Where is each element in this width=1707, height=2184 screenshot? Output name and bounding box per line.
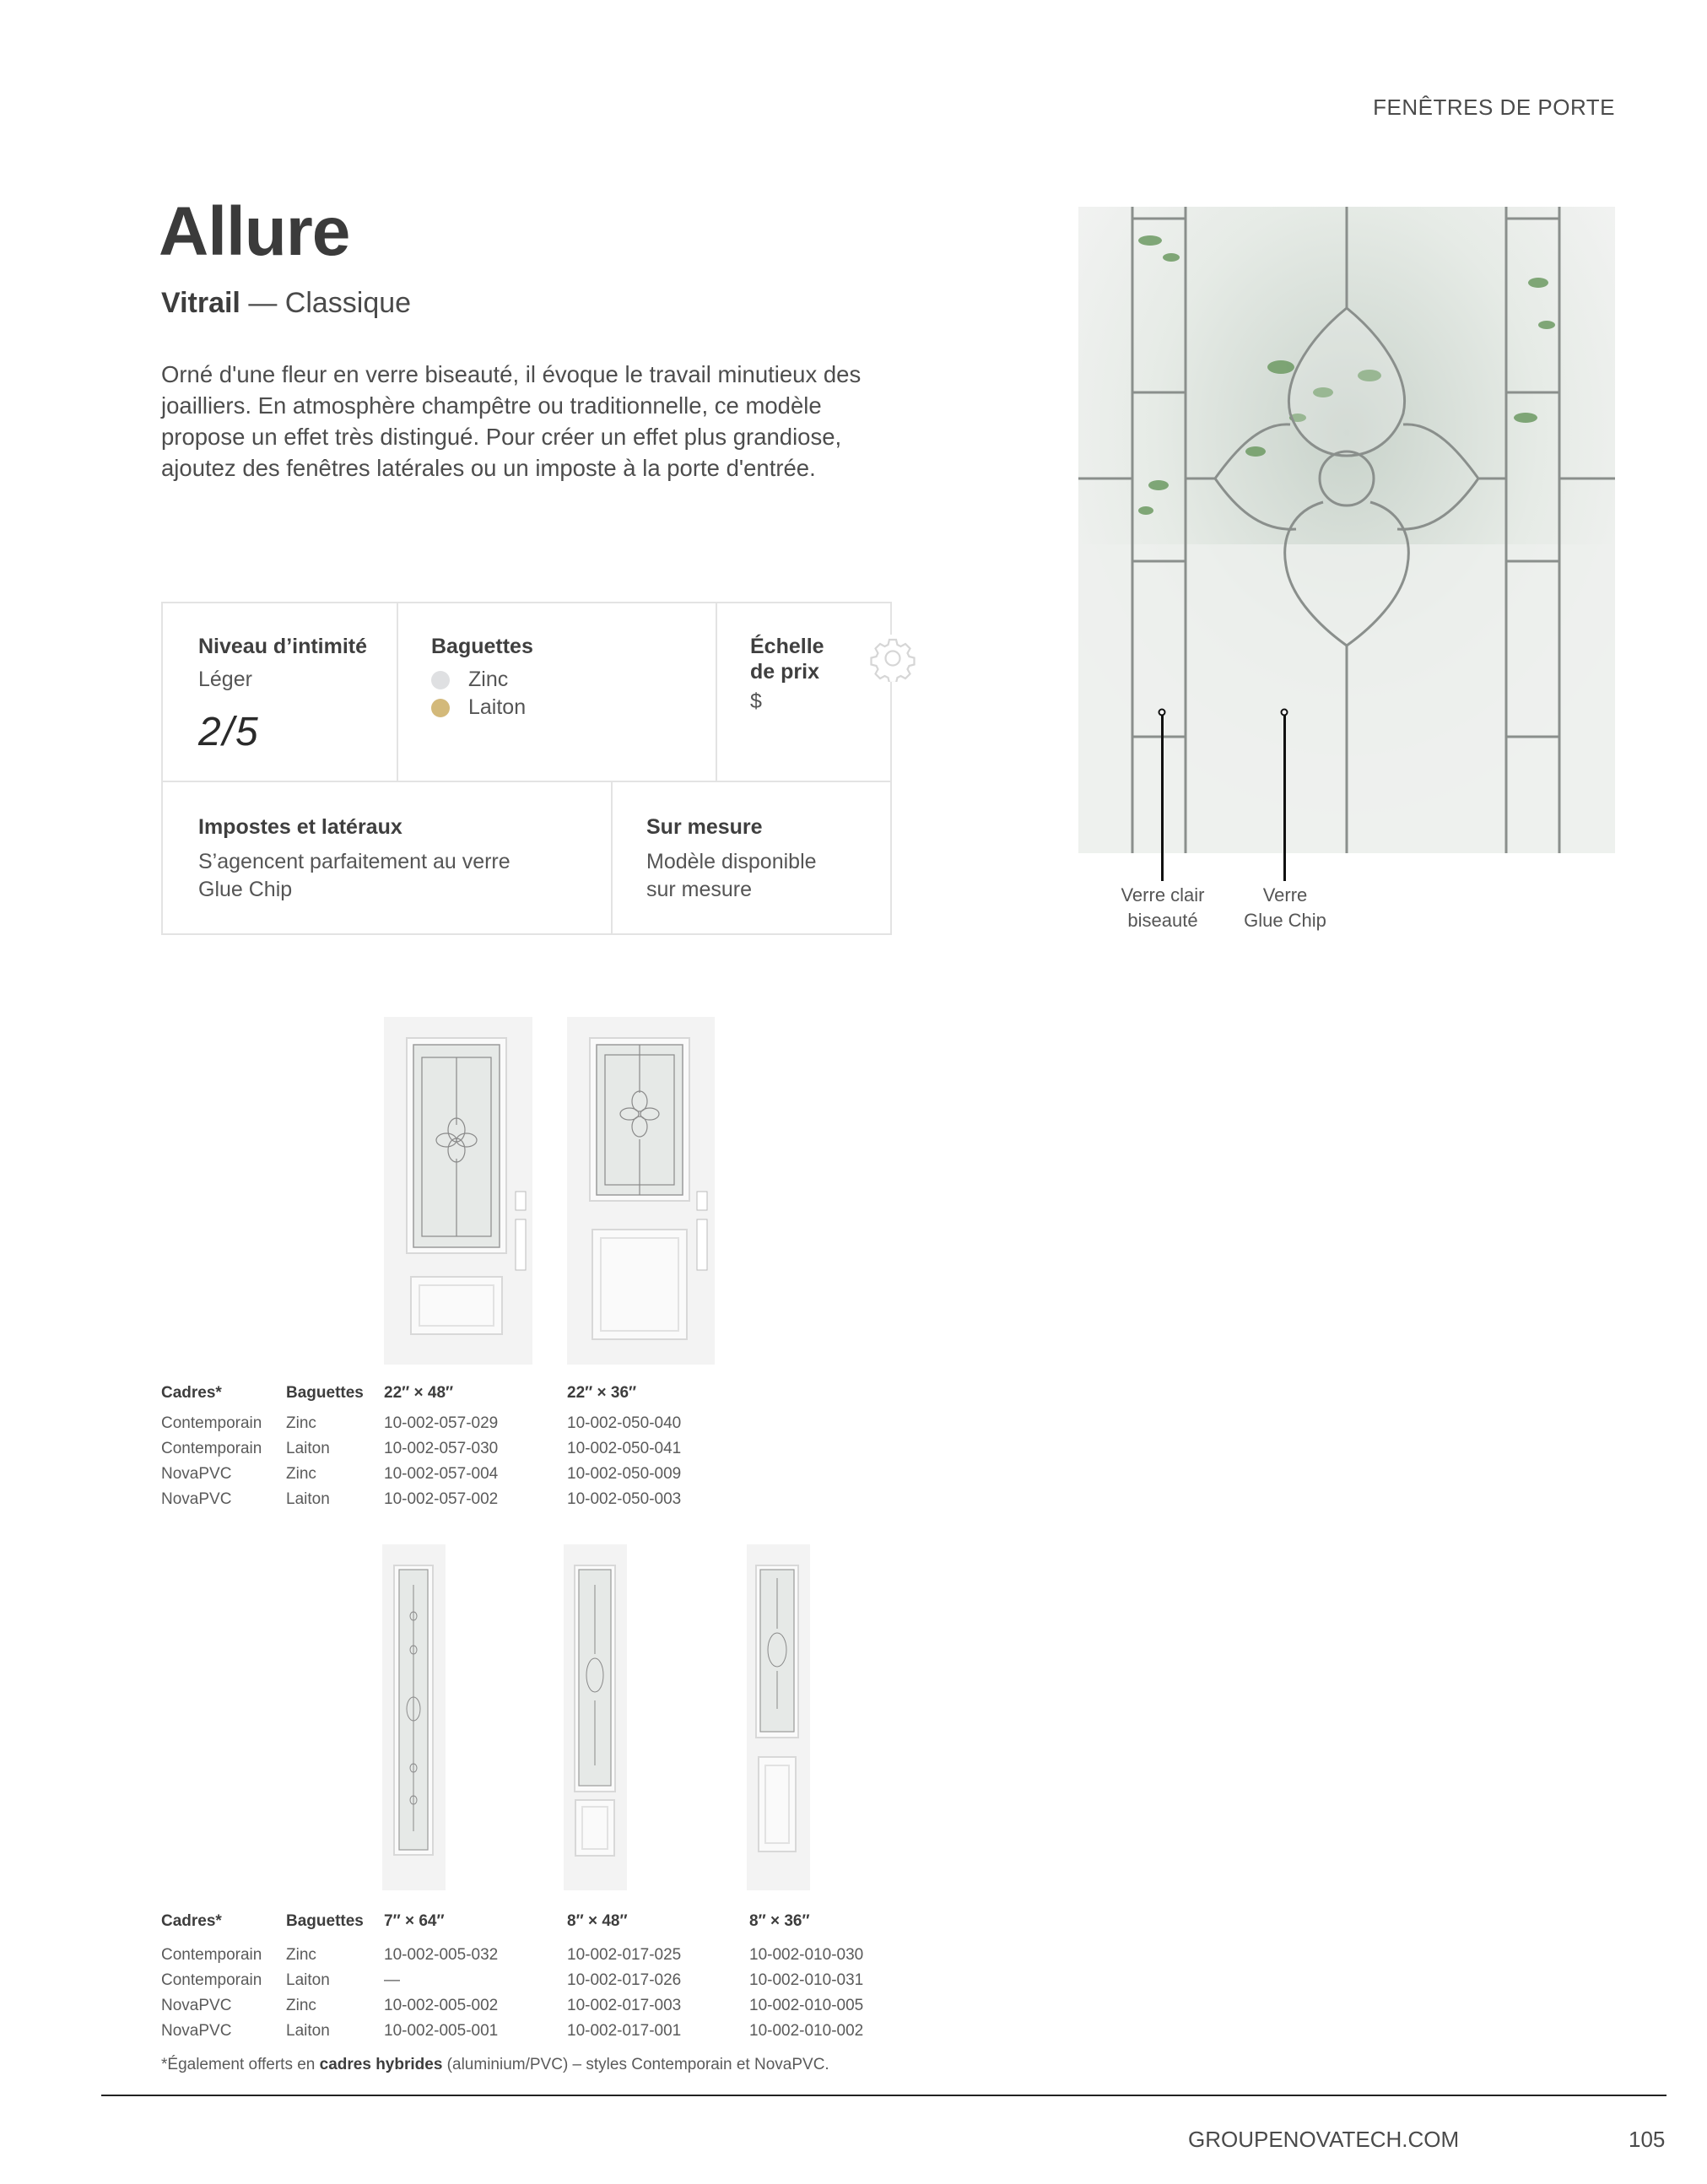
sidelite-7x64-image xyxy=(382,1544,446,1890)
table-cell: 10-002-005-001 xyxy=(384,2022,499,2040)
table-cell: 10-002-017-001 xyxy=(567,2022,682,2040)
spec-divider-v3 xyxy=(611,782,613,933)
sidelite-8x36-image xyxy=(747,1544,810,1890)
table-cell: Zinc xyxy=(286,1997,316,2014)
table-cell: Contemporain xyxy=(161,1440,262,1457)
col-header-22x48: 22″ × 48″ xyxy=(384,1384,454,1402)
privacy-cell xyxy=(198,634,367,755)
table-cell: Zinc xyxy=(286,1414,316,1432)
table-cell: Zinc xyxy=(286,1946,316,1964)
col-header-7x64: 7″ × 64″ xyxy=(384,1912,445,1930)
caming-cell xyxy=(431,634,533,722)
product-title: Allure xyxy=(159,193,350,270)
table-cell: — xyxy=(384,1971,400,1989)
section-label: FENÊTRES DE PORTE xyxy=(1373,95,1615,120)
col-header-frames: Cadres* xyxy=(161,1912,222,1930)
table-cell: Contemporain xyxy=(161,1414,262,1432)
subtitle-style: — Classique xyxy=(240,287,412,319)
spec-divider-h xyxy=(163,781,890,782)
gear-icon xyxy=(869,635,916,682)
caming-option-laiton: Laiton xyxy=(431,694,533,722)
table-cell: 10-002-017-026 xyxy=(567,1971,682,1989)
table-cell: 10-002-050-041 xyxy=(567,1440,682,1457)
custom-line1: Modèle disponible xyxy=(646,850,817,873)
col-header-frames: Cadres* xyxy=(161,1384,222,1402)
price-heading-1: Échelle xyxy=(750,635,824,658)
table-cell: Laiton xyxy=(286,1440,330,1457)
table-cell: 10-002-010-030 xyxy=(749,1946,864,1964)
door-22x48-image xyxy=(384,1017,532,1365)
zinc-swatch xyxy=(431,671,450,689)
custom-heading: Sur mesure xyxy=(646,815,763,839)
spec-divider-v2 xyxy=(716,603,717,781)
privacy-score: 2/5 xyxy=(198,710,260,754)
table-cell: Laiton xyxy=(286,2022,330,2040)
table-cell: 10-002-010-031 xyxy=(749,1971,864,1989)
table-cell: 10-002-050-003 xyxy=(567,1490,682,1508)
table-cell: NovaPVC xyxy=(161,1997,232,2014)
table-cell: Laiton xyxy=(286,1971,330,1989)
page-number: 105 xyxy=(1629,2127,1666,2152)
table-cell: 10-002-057-004 xyxy=(384,1465,499,1483)
table-cell: 10-002-005-002 xyxy=(384,1997,499,2014)
table-cell: 10-002-057-030 xyxy=(384,1440,499,1457)
table-cell: 10-002-005-032 xyxy=(384,1946,499,1964)
product-subtitle xyxy=(161,287,411,320)
table-cell: 10-002-010-005 xyxy=(749,1997,864,2014)
table-cell: NovaPVC xyxy=(161,2022,232,2040)
col-header-22x36: 22″ × 36″ xyxy=(567,1384,637,1402)
sidelites-cell xyxy=(198,814,510,904)
footer-website-link[interactable]: GROUPENOVATECH.COM xyxy=(1188,2127,1460,2152)
col-header-caming: Baguettes xyxy=(286,1912,364,1930)
subtitle-category: Vitrail xyxy=(161,287,240,319)
table-cell: 10-002-050-040 xyxy=(567,1414,682,1432)
table-cell: NovaPVC xyxy=(161,1490,232,1508)
table-cell: 10-002-057-002 xyxy=(384,1490,499,1508)
sidelite-8x48-image xyxy=(564,1544,627,1890)
table-cell: 10-002-010-002 xyxy=(749,2022,864,2040)
footnote: *Également offerts en cadres hybrides (aluminium/PVC) – styles Contemporain et NovaPVC. xyxy=(161,2056,829,2073)
table-cell: 10-002-017-003 xyxy=(567,1997,682,2014)
custom-line2: sur mesure xyxy=(646,878,753,901)
table-cell: 10-002-057-029 xyxy=(384,1414,499,1432)
laiton-swatch xyxy=(431,699,450,717)
caming-heading: Baguettes xyxy=(431,635,533,658)
footer-divider xyxy=(101,2095,1666,2096)
callout-bevel-label: Verre clair biseauté xyxy=(1121,884,1205,931)
price-value: $ xyxy=(750,689,762,713)
table-cell: NovaPVC xyxy=(161,1465,232,1483)
table-cell: Laiton xyxy=(286,1490,330,1508)
door-22x36-image xyxy=(567,1017,715,1365)
table-cell: Contemporain xyxy=(161,1971,262,1989)
spec-box xyxy=(161,602,892,935)
product-description: Orné d'une fleur en verre biseauté, il évoque le travail minutieux des joailliers. En atmosphère champêtre ou traditionnelle, ce modèle propose un effet très distingué. Pour créer un effet plus grandiose, ajoutez des fenêtres latérales ou un imposte à la porte d'entrée. xyxy=(161,361,862,481)
price-cell xyxy=(750,634,824,716)
col-header-8x48: 8″ × 48″ xyxy=(567,1912,628,1930)
col-header-caming: Baguettes xyxy=(286,1384,364,1402)
sidelites-line2: Glue Chip xyxy=(198,878,293,901)
price-heading-2: de prix xyxy=(750,660,819,684)
caming-option-zinc: Zinc xyxy=(431,666,533,694)
custom-cell xyxy=(646,814,817,904)
sidelites-heading: Impostes et latéraux xyxy=(198,815,402,839)
col-header-8x36: 8″ × 36″ xyxy=(749,1912,810,1930)
privacy-value: Léger xyxy=(198,668,252,691)
table-cell: Zinc xyxy=(286,1465,316,1483)
callout-line-gluechip xyxy=(1283,716,1286,881)
table-cell: Contemporain xyxy=(161,1946,262,1964)
callout-gluechip-label: Verre Glue Chip xyxy=(1244,884,1326,931)
table-cell: 10-002-050-009 xyxy=(567,1465,682,1483)
table-cell: 10-002-017-025 xyxy=(567,1946,682,1964)
hero-glass-image xyxy=(1078,207,1615,853)
spec-divider-v1 xyxy=(397,603,398,781)
sidelites-line1: S’agencent parfaitement au verre xyxy=(198,850,510,873)
callout-line-bevel xyxy=(1161,716,1164,881)
privacy-heading: Niveau d’intimité xyxy=(198,635,368,658)
